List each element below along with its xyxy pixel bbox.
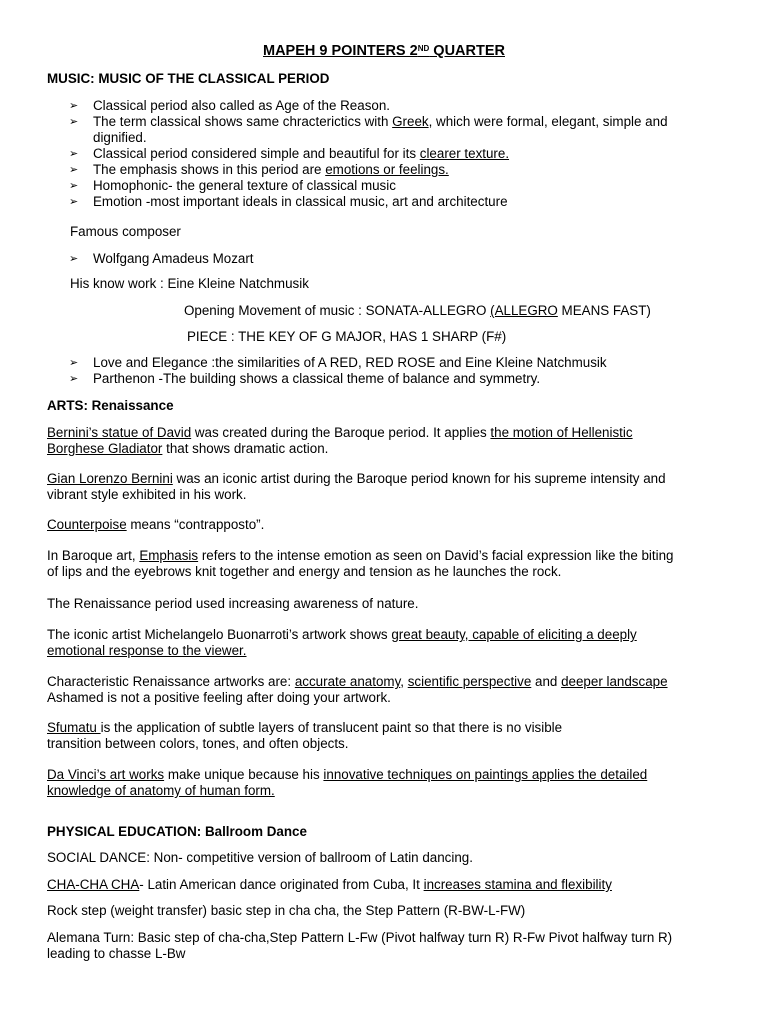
title-rest: QUARTER — [429, 43, 505, 59]
body-text: Opening Movement of music : SONATA-ALLEGRO — [184, 303, 491, 318]
list-item-text: The emphasis shows in this period are — [93, 162, 326, 177]
list-item — [47, 178, 719, 194]
body-text: refers to the intense emotion as seen on David’s facial expression like the biting — [198, 548, 674, 563]
list-item — [47, 114, 719, 146]
body-text: and — [531, 674, 562, 689]
body-text: The iconic artist Michelangelo Buonarroti’s artwork shows — [47, 627, 392, 642]
composer-list — [47, 251, 719, 267]
body-text: was an iconic artist during the Baroque period known for his supreme intensity and — [172, 471, 666, 486]
underlined-text: the motion of Hellenistic — [490, 425, 633, 440]
body-text: - Latin American dance originated from Cuba, It — [139, 877, 424, 892]
music-bullet-list-2 — [47, 355, 719, 387]
title-text: MAPEH 9 POINTERS 2 — [263, 43, 418, 59]
music-bullet-list — [47, 98, 719, 210]
underlined-text: emotions or feelings. — [325, 162, 449, 177]
arrow-bullet-icon: ➢ — [69, 253, 79, 265]
body-text: that shows dramatic action. — [162, 441, 329, 456]
arts-heading: ARTS: Renaissance — [47, 398, 174, 413]
pe-paragraph: Rock step (weight transfer) basic step in cha cha, the Step Pattern (R-BW-L-FW) — [47, 903, 526, 918]
arrow-bullet-icon: ➢ — [69, 164, 79, 176]
underlined-text: great beauty, capable of eliciting a deeply — [391, 627, 637, 642]
opening-movement-text — [184, 303, 744, 319]
arts-paragraph — [47, 517, 719, 533]
list-item-text: Classical period also called as Age of the Reason. — [93, 98, 390, 113]
underlined-text: increases stamina and flexibility — [423, 877, 612, 892]
arts-paragraph — [47, 471, 719, 503]
list-item-text: Emotion -most important ideals in classical music, art and architecture — [93, 194, 508, 209]
arts-paragraph — [47, 674, 719, 706]
list-item — [47, 146, 719, 162]
underlined-text: Da Vinci’s art works — [47, 767, 165, 782]
underlined-text: deeper landscape — [561, 674, 668, 689]
underlined-text: Sfumatu — [47, 720, 101, 735]
list-item — [47, 251, 719, 267]
pe-paragraph — [47, 930, 747, 962]
pe-heading: PHYSICAL EDUCATION: Ballroom Dance — [47, 824, 307, 839]
music-heading: MUSIC: MUSIC OF THE CLASSICAL PERIOD — [47, 71, 330, 86]
list-item-text: dignified. — [93, 130, 147, 145]
pe-paragraph: SOCIAL DANCE: Non- competitive version of ballroom of Latin dancing. — [47, 850, 473, 865]
body-text: In Baroque art, — [47, 548, 140, 563]
arrow-bullet-icon: ➢ — [69, 116, 79, 128]
underlined-text: CHA-CHA CHA — [47, 877, 140, 892]
body-text: of lips and the eyebrows knit together and energy and tension as he launches the rock. — [47, 564, 562, 579]
list-item-text: Love and Elegance :the similarities of A RED, RED ROSE and Eine Kleine Natchmusik — [93, 355, 607, 370]
body-text: , — [400, 674, 408, 689]
body-text: transition between colors, tones, and often objects. — [47, 736, 349, 751]
underlined-text: (ALLEGRO — [490, 303, 558, 318]
body-text: leading to chasse L-Bw — [47, 946, 186, 961]
list-item — [47, 162, 719, 178]
list-item — [47, 98, 719, 114]
arrow-bullet-icon: ➢ — [69, 180, 79, 192]
body-text: is the application of subtle layers of translucent paint so that there is no visible — [100, 720, 563, 735]
list-item-text: Classical period considered simple and beautiful for its — [93, 146, 420, 161]
underlined-text: Emphasis — [139, 548, 199, 563]
underlined-text: Greek — [392, 114, 429, 129]
arrow-bullet-icon: ➢ — [69, 357, 79, 369]
famous-composer-label: Famous composer — [70, 224, 181, 239]
arts-paragraph — [47, 425, 719, 457]
body-text: make unique because his — [164, 767, 324, 782]
known-work-text: His know work : Eine Kleine Natchmusik — [70, 276, 309, 291]
arrow-bullet-icon: ➢ — [69, 373, 79, 385]
underlined-text: Gian Lorenzo Bernini — [47, 471, 173, 486]
arts-paragraph — [47, 767, 719, 799]
arts-paragraph: The Renaissance period used increasing awareness of nature. — [47, 596, 419, 611]
list-item-text: Parthenon -The building shows a classical theme of balance and symmetry. — [93, 371, 541, 386]
underlined-text: accurate anatomy — [294, 674, 401, 689]
body-text: MEANS FAST) — [557, 303, 651, 318]
body-text: Characteristic Renaissance artworks are: — [47, 674, 295, 689]
body-text: was created during the Baroque period. It applies — [191, 425, 491, 440]
arrow-bullet-icon: ➢ — [69, 100, 79, 112]
list-item-text: The term classical shows same chracterictics with — [93, 114, 393, 129]
underlined-text: innovative techniques on paintings applies the detailed — [323, 767, 648, 782]
underlined-text: Borghese Gladiator — [47, 441, 163, 456]
underlined-text: Counterpoise — [47, 517, 127, 532]
list-item — [47, 371, 719, 387]
underlined-text: emotional response to the viewer. — [47, 643, 247, 658]
underlined-text: scientific perspective — [407, 674, 532, 689]
list-item-text: Homophonic- the general texture of classical music — [93, 178, 396, 193]
body-text: Ashamed is not a positive feeling after doing your artwork. — [47, 690, 391, 705]
arrow-bullet-icon: ➢ — [69, 196, 79, 208]
list-item — [47, 355, 719, 371]
document-title — [0, 43, 768, 59]
list-item-text: Wolfgang Amadeus Mozart — [93, 251, 254, 266]
piece-key-text: PIECE : THE KEY OF G MAJOR, HAS 1 SHARP (F#) — [187, 329, 507, 344]
body-text: Alemana Turn: Basic step of cha-cha,Step Pattern L-Fw (Pivot halfway turn R) R-Fw Pivot halfway turn R) — [47, 930, 673, 945]
list-item — [47, 194, 719, 210]
arrow-bullet-icon: ➢ — [69, 148, 79, 160]
body-text: vibrant style exhibited in his work. — [47, 487, 247, 502]
underlined-text: clearer texture. — [419, 146, 510, 161]
underlined-text: Bernini’s statue of David — [47, 425, 192, 440]
underlined-text: knowledge of anatomy of human form. — [47, 783, 275, 798]
pe-paragraph — [47, 877, 719, 893]
body-text: means “contrapposto”. — [126, 517, 265, 532]
title-superscript: ND — [417, 44, 430, 53]
arts-paragraph — [47, 720, 719, 752]
arts-paragraph — [47, 548, 719, 580]
list-item-text: , which were formal, elegant, simple and — [428, 114, 668, 129]
arts-paragraph — [47, 627, 719, 659]
